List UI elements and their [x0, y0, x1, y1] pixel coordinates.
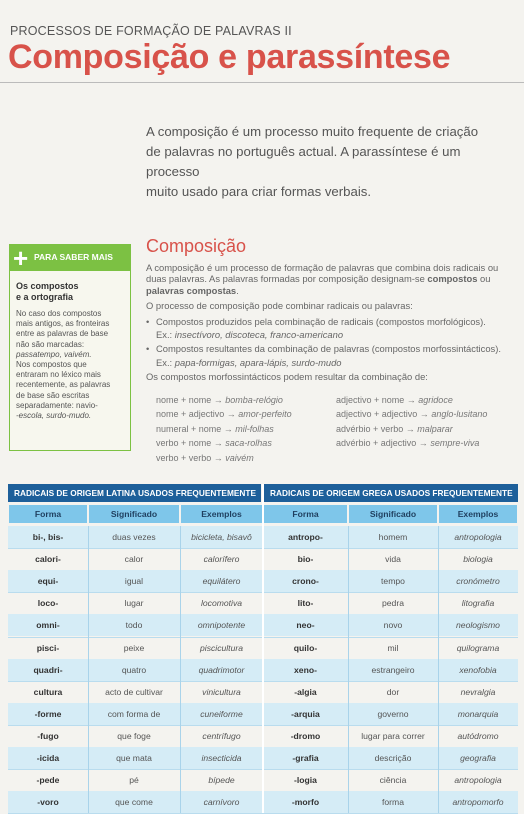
latin-cell-exemplo: piscicultura: [200, 642, 243, 653]
sidebox-header-label: PARA SABER MAIS: [34, 252, 113, 262]
greek-cell-significado: homem: [378, 532, 408, 542]
combination-example: anglo-lusitano: [431, 409, 488, 420]
greek-cell-forma: quilo-: [293, 642, 318, 653]
greek-cell-significado: tempo: [381, 576, 405, 587]
sidebox-body-line: recentemente, as palavras: [16, 380, 111, 390]
latin-cell-significado: acto de cultivar: [105, 686, 163, 697]
greek-cell-significado: forma: [382, 797, 404, 808]
example-morfologicos: [146, 329, 518, 340]
greek-cell-significado: estrangeiro: [371, 664, 415, 675]
latin-cell-exemplo: quadrimotor: [198, 664, 245, 675]
greek-cell-significado: pedra: [382, 598, 404, 609]
sidebox-subtitle: [16, 281, 124, 303]
sidebox-body-line: No caso dos compostos: [16, 309, 102, 318]
combination-pattern: numeral + nome →: [156, 423, 236, 434]
sidebox-body-line: mais antigos, as fronteiras: [16, 319, 110, 329]
greek-cell-exemplo: monarquia: [457, 708, 499, 719]
greek-cell-forma: -logia: [294, 775, 317, 786]
combination-row: [336, 393, 487, 407]
sidebox-body-line: entraram no léxico mais: [16, 370, 101, 380]
latin-cell-forma: omni-: [36, 620, 60, 631]
latin-cell-significado: calor: [124, 554, 144, 565]
sidebox-body-line: Nos compostos que: [16, 360, 87, 370]
greek-cell-significado: descrição: [374, 753, 412, 763]
combination-row: [336, 436, 487, 450]
section-title: Composição: [146, 236, 247, 256]
bullet-morfologicos: • Compostos produzidos pela combinação de radicais (compostos morfológicos).: [146, 316, 518, 327]
greek-cell-forma: lito-: [297, 598, 314, 609]
greek-cell-forma: crono-: [292, 576, 319, 587]
example-label: Ex.:: [156, 356, 175, 368]
latin-cell-significado: que come: [115, 797, 153, 808]
greek-cell-forma: neo-: [296, 620, 315, 631]
latin-cell-exemplo: centrífugo: [202, 730, 241, 741]
greek-cell-exemplo: nevralgia: [460, 686, 496, 697]
latin-cell-exemplo: insecticida: [201, 753, 242, 763]
combination-column-left: [156, 393, 292, 465]
lead-line: de palavras no português actual. A parassíntese é um processo: [146, 144, 461, 179]
latin-cell-forma: -forme: [34, 708, 62, 719]
sidebox-subtitle-line: e a ortografia: [16, 292, 74, 302]
sidebox-body: [16, 309, 124, 421]
greek-cell-exemplo: litografia: [461, 598, 495, 609]
example-morfossintacticos: [146, 357, 518, 368]
latin-cell-forma: bi-, bis-: [32, 532, 64, 542]
greek-cell-forma: -grafia: [292, 753, 319, 763]
latin-cell-exemplo: cuneiforme: [200, 708, 243, 719]
term-palavras-compostas: palavras compostas: [146, 284, 237, 296]
latin-cell-significado: lugar: [124, 598, 144, 609]
greek-cell-significado: mil: [387, 642, 399, 653]
greek-cell-forma: xeno-: [294, 664, 317, 675]
definition-text: A composição é um processo de formação de palavras que combina dois radicais ou duas palavras. As palavras formadas por composição designam-se: [146, 262, 499, 285]
bullet-morfossintacticos: • Compostos resultantes da combinação de palavras (compostos morfossintácticos).: [146, 343, 518, 354]
sidebox-body-line: -escola, surdo-mudo.: [16, 411, 92, 421]
greek-table-title: RADICAIS DE ORIGEM GREGA USADOS FREQUENTEMENTE: [264, 484, 518, 502]
greek-cell-significado: lugar para correr: [361, 730, 425, 741]
greek-cell-significado: ciência: [379, 775, 407, 786]
page-title: Composição e parassíntese: [8, 38, 451, 76]
combination-row: [156, 407, 292, 421]
combination-row: [336, 422, 487, 436]
combination-pattern: advérbio + adjectivo →: [336, 438, 431, 449]
latin-cell-significado: que foge: [117, 730, 151, 741]
greek-cell-forma: -dromo: [290, 730, 321, 741]
latin-cell-forma: -fugo: [37, 730, 59, 741]
combination-pattern: adjectivo + nome →: [336, 395, 419, 405]
latin-cell-forma: equi-: [37, 576, 59, 587]
combination-column-right: [336, 393, 487, 451]
greek-cell-significado: novo: [383, 620, 403, 631]
definition-paragraph: [146, 262, 518, 296]
latin-cell-significado: com forma de: [107, 708, 161, 719]
latin-cell-exemplo: bípede: [208, 775, 235, 786]
combination-pattern: verbo + verbo →: [156, 452, 226, 463]
sidebox-body-line: passatempo, vaivém.: [16, 349, 92, 359]
sidebox-subtitle-line: Os compostos: [16, 281, 79, 291]
greek-header-significado: Significado: [349, 505, 437, 523]
latin-cell-forma: cultura: [33, 686, 63, 697]
combination-pattern: nome + adjectivo →: [156, 409, 239, 420]
latin-cell-significado: igual: [124, 576, 144, 587]
combination-pattern: nome + nome →: [156, 395, 226, 405]
section-content: [146, 262, 518, 387]
sidebox-body-line: de base são escritas: [16, 390, 90, 400]
sidebox-header: [10, 245, 130, 271]
greek-cell-exemplo: antropologia: [454, 532, 502, 542]
example-label: Ex.:: [156, 329, 175, 341]
combination-pattern: verbo + nome →: [156, 438, 226, 449]
combination-row: [156, 436, 292, 450]
latin-cell-exemplo: equilátero: [202, 576, 241, 587]
latin-cell-forma: pisci-: [36, 642, 60, 653]
example-text: insectívoro, discoteca, franco-americano: [174, 329, 344, 341]
greek-header-forma: Forma: [264, 505, 347, 523]
combination-example: mil-folhas: [235, 423, 274, 434]
greek-cell-exemplo: cronómetro: [456, 576, 500, 587]
greek-cell-forma: bio-: [297, 554, 314, 565]
latin-cell-exemplo: vinicultura: [202, 686, 241, 697]
latin-cell-significado: todo: [125, 620, 143, 631]
combination-row: [156, 451, 292, 465]
combination-intro: Os compostos morfossintácticos podem resultar da combinação de:: [146, 371, 428, 383]
combination-row: [336, 407, 487, 421]
latin-cell-significado: quatro: [121, 664, 147, 675]
latin-cell-exemplo: carnívoro: [203, 797, 240, 808]
combination-example: vaivém: [225, 452, 254, 463]
greek-cell-exemplo: autódromo: [457, 730, 499, 741]
greek-cell-exemplo: quilograma: [456, 642, 500, 653]
latin-cell-forma: quadri-: [33, 664, 63, 675]
latin-cell-forma: -pede: [36, 775, 60, 786]
greek-header-exemplos: Exemplos: [439, 505, 517, 523]
greek-cell-significado: governo: [377, 708, 409, 719]
combination-example: malparar: [417, 423, 453, 434]
combination-example: amor-perfeito: [238, 409, 292, 420]
plus-icon: +: [13, 243, 29, 273]
latin-header-significado: Significado: [89, 505, 179, 523]
intro-paragraph: O processo de composição pode combinar radicais ou palavras:: [146, 300, 413, 312]
example-text: papa-formigas, apara-lápis, surdo-mudo: [174, 356, 342, 368]
latin-cell-significado: que mata: [116, 753, 152, 763]
combination-example: sempre-viva: [430, 438, 480, 449]
lead-line: A composição é um processo muito frequente de criação: [146, 124, 479, 139]
greek-cell-forma: -morfo: [291, 797, 320, 808]
term-compostos: compostos: [427, 273, 478, 285]
sidebox-body-line: entre as palavras de base: [16, 329, 109, 339]
greek-cell-significado: dor: [386, 686, 400, 697]
latin-header-forma: Forma: [9, 505, 87, 523]
greek-cell-significado: vida: [385, 554, 401, 565]
combination-row: [156, 422, 292, 436]
combination-example: bomba-relógio: [225, 395, 283, 405]
greek-cell-exemplo: antropologia: [454, 775, 502, 786]
definition-text: ou: [477, 273, 491, 285]
chapter-kicker: PROCESSOS DE FORMAÇÃO DE PALAVRAS II: [10, 24, 292, 38]
latin-cell-forma: calori-: [35, 554, 61, 565]
greek-cell-exemplo: xenofobia: [459, 664, 497, 675]
greek-cell-exemplo: antropomorfo: [452, 797, 504, 808]
combination-row: [156, 393, 292, 407]
latin-cell-significado: peixe: [123, 642, 145, 653]
latin-cell-significado: pé: [129, 775, 139, 786]
greek-cell-exemplo: geografia: [460, 753, 496, 763]
latin-header-exemplos: Exemplos: [181, 505, 262, 523]
para-saber-mais-box: [9, 244, 131, 451]
combination-pattern: advérbio + verbo →: [336, 423, 418, 434]
lead-paragraph: [146, 122, 506, 202]
combination-example: saca-rolhas: [225, 438, 272, 449]
sidebox-body-line: não são marcadas:: [16, 339, 85, 349]
latin-cell-exemplo: bicicleta, bisavô: [191, 532, 252, 542]
lead-line: muito usado para criar formas verbais.: [146, 184, 372, 199]
latin-table-title: RADICAIS DE ORIGEM LATINA USADOS FREQUENTEMENTE: [8, 484, 261, 502]
sidebox-body-line: separadamente: navio-: [16, 400, 98, 410]
title-rule: [0, 82, 524, 83]
latin-cell-forma: -icida: [36, 753, 60, 763]
greek-cell-forma: -algia: [294, 686, 317, 697]
combination-example: agridoce: [418, 395, 453, 405]
greek-cell-forma: antropo-: [288, 532, 323, 542]
greek-cell-exemplo: neologismo: [456, 620, 500, 631]
latin-cell-exemplo: omnipotente: [197, 620, 246, 631]
definition-text: .: [236, 284, 239, 296]
latin-cell-exemplo: calorífero: [203, 554, 240, 565]
greek-cell-exemplo: biologia: [463, 554, 493, 565]
greek-cell-forma: -arquia: [291, 708, 320, 719]
combination-pattern: adjectivo + adjectivo →: [336, 409, 432, 420]
latin-cell-exemplo: locomotiva: [200, 598, 243, 609]
latin-cell-significado: duas vezes: [112, 532, 156, 542]
latin-cell-forma: loco-: [37, 598, 59, 609]
latin-cell-forma: -voro: [37, 797, 59, 808]
